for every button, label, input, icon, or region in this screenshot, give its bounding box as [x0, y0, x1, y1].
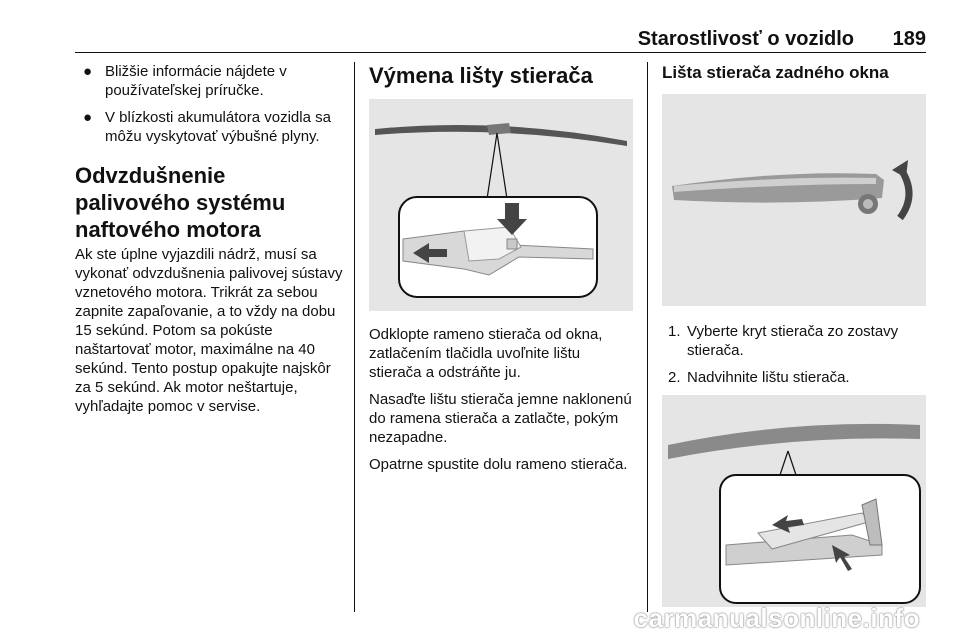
column-divider-2 — [647, 62, 648, 612]
header-title: Starostlivosť o vozidlo — [637, 28, 854, 50]
header-divider — [75, 52, 926, 53]
instruction-paragraph: Opatrne spustite dolu rameno stierača. — [369, 456, 628, 473]
list-item: ● Bližšie informácie nájdete v používateľskej príručke. — [83, 63, 287, 99]
section-heading-fuel-bleed: Odvzdušnenie palivového systému naftového motora — [75, 163, 286, 242]
list-item: 1. Vyberte kryt stierača zo zostavy stierača. — [668, 323, 899, 359]
list-item: 2. Nadvihnite lištu stierača. — [668, 369, 850, 386]
instruction-paragraph: Odklopte rameno stierača od okna, zatlačením tlačidla uvoľnite lištu stierača a odstráňte ju. — [369, 326, 603, 381]
page-header — [75, 28, 926, 52]
rear-wiper-cover-illustration — [662, 94, 926, 306]
rear-wiper-lift-illustration — [662, 395, 926, 607]
bullet-list — [75, 62, 345, 146]
column-middle — [369, 62, 633, 482]
list-item: ● V blízkosti akumulátora vozidla sa môžu vyskytovať výbušné plyny. — [83, 109, 331, 145]
column-right — [662, 62, 928, 607]
step-list — [662, 322, 928, 387]
section-paragraph: Ak ste úplne vyjazdili nádrž, musí sa vykonať odvzdušnenia palivovej sústavy vznetového motora. Trikrát za sebou zapnite zapaľovanie, a to vždy na dobu 15 sekúnd. Potom sa pokúste naštartovať motor, maximálne na 40 sekúnd. Tento postup opakujte najskôr za 5 sekúnd. Ak motor neštartuje, vyhľadajte pomoc v servise. — [75, 246, 343, 415]
section-heading-rear-wiper: Lišta stierača zadného okna — [662, 63, 889, 82]
instruction-paragraph: Nasaďte lištu stierača jemne naklonenú do ramena stierača a zatlačte, pokým nezapadne. — [369, 391, 632, 446]
column-left — [75, 62, 345, 424]
wiper-blade-illustration — [369, 99, 633, 311]
watermark: carmanualsonline.info — [633, 603, 920, 633]
column-divider-1 — [354, 62, 355, 612]
page-number: 189 — [892, 28, 926, 50]
section-heading-wiper-blade: Výmena lišty stierača — [369, 63, 593, 88]
